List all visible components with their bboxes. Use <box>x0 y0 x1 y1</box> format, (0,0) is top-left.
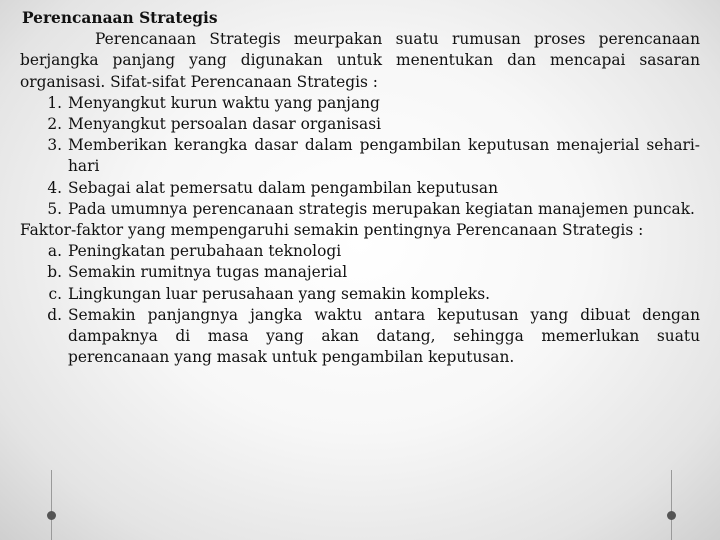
left-decor-line <box>51 470 52 540</box>
list-item-text: Peningkatan perubahaan teknologi <box>68 242 342 261</box>
list-item <box>20 114 700 135</box>
list-marker: 4. <box>47 178 62 197</box>
list-item-text: Semakin panjangnya jangka waktu antara keputusan yang dibuat dengan dampaknya di masa yang akan datang, sehingga memerlukan suatu perencanaan yang masak untuk pengambilan keputusan. <box>68 305 700 367</box>
list-item <box>20 305 700 369</box>
sifat-list <box>20 93 700 220</box>
list-item-text: Memberikan kerangka dasar dalam pengambilan keputusan menajerial sehari-hari <box>68 136 700 176</box>
right-decor-line <box>671 470 672 540</box>
faktor-list <box>20 241 700 368</box>
list-item-text: Pada umumnya perencanaan strategis merupakan kegiatan manajemen puncak. <box>68 199 695 218</box>
list-item-text: Menyangkut kurun waktu yang panjang <box>68 93 380 112</box>
list-marker: a. <box>47 242 62 261</box>
list-item-text: Menyangkut persoalan dasar organisasi <box>68 115 382 134</box>
list-marker: d. <box>47 305 62 324</box>
list-item <box>20 199 700 220</box>
list-item <box>20 241 700 262</box>
list-item-text: Semakin rumitnya tugas manajerial <box>68 263 348 282</box>
slide-title: Perencanaan Strategis <box>22 9 218 27</box>
intro-paragraph: Perencanaan Strategis meurpakan suatu rumusan proses perencanaan berjangka panjang yang digunakan untuk menentukan dan mencapai sasaran organisasi. Sifat-sifat Perencanaan Strategis : <box>20 30 700 91</box>
list-marker: 1. <box>47 93 62 112</box>
left-decor-dot <box>47 511 56 520</box>
list-item-text: Lingkungan luar perusahaan yang semakin kompleks. <box>68 284 491 303</box>
list-marker: 2. <box>47 115 62 134</box>
list-marker: b. <box>47 263 62 282</box>
right-decor-dot <box>667 511 676 520</box>
list-marker: 3. <box>47 136 62 155</box>
content-textbox <box>20 8 700 368</box>
list-item <box>20 262 700 283</box>
list-item <box>20 93 700 114</box>
list-item <box>20 135 700 177</box>
list-marker: c. <box>48 284 62 303</box>
list-item <box>20 178 700 199</box>
list-item-text: Sebagai alat pemersatu dalam pengambilan keputusan <box>68 178 499 197</box>
faktor-intro-paragraph: Faktor-faktor yang mempengaruhi semakin pentingnya Perencanaan Strategis : <box>20 221 644 240</box>
list-marker: 5. <box>47 199 62 218</box>
list-item <box>20 284 700 305</box>
